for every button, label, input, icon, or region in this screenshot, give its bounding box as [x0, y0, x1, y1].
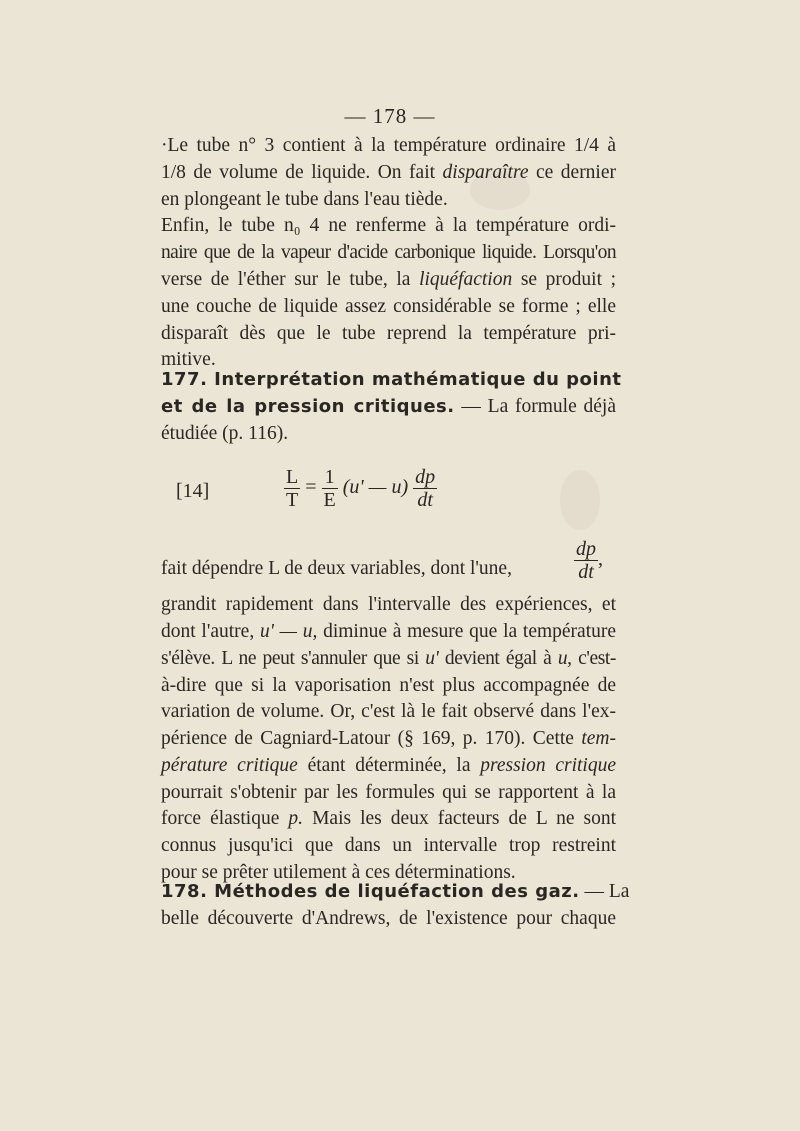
text-line: naire que de la vapeur d'acide carbonique liquide. Lorsqu'on — [161, 242, 616, 263]
text-line: à-dire que si la vaporisation n'est plus accompagnée de — [161, 675, 616, 696]
text-line: pourrait s'obtenir par les formules qui se rapportent à la — [161, 782, 616, 803]
text-line: verse de l'éther sur le tube, la liquéfaction se produit ; — [161, 269, 617, 290]
equals-sign: = — [305, 476, 317, 499]
text-line: force élastique p. Mais les deux facteurs de L ne sont — [161, 808, 617, 829]
fraction-l-over-t: $\frac{L}{T}$ — [286, 466, 299, 511]
paper-stain — [560, 470, 600, 530]
text-line: Enfin, le tube n₀ 4 ne renferme à la température ordi- — [161, 215, 616, 236]
page-number: — 178 — — [344, 104, 436, 128]
text-line: étudiée (p. 116). — [161, 423, 289, 444]
text-line: fait dépendre L de deux variables, dont l'une, — [161, 558, 512, 579]
text-line: en plongeant le tube dans l'eau tiède. — [161, 189, 448, 210]
inline-fraction-dp-dt: $\frac{dp}{dt}$ , — [576, 538, 603, 583]
equation-number: [14] — [176, 480, 210, 502]
text-line: belle découverte d'Andrews, de l'existence pour chaque — [161, 908, 616, 929]
section-heading-177: 177. Interprétation mathématique du point — [161, 369, 622, 390]
text-line: pérature critique étant déterminée, la pression critique — [161, 755, 616, 776]
text-line: ·Le tube n° 3 contient à la température ordinaire 1/4 à — [161, 135, 616, 156]
text-line: variation de volume. Or, c'est là le fait observé dans l'ex- — [161, 701, 616, 722]
fraction-dp-dt: $\frac{dp}{dt}$ — [415, 466, 436, 511]
text-line: mitive. — [161, 349, 216, 370]
text-line: dont l'autre, u' — u, diminue à mesure que la température — [161, 621, 617, 642]
text-line: connus jusqu'ici que dans un intervalle trop restreint — [161, 835, 616, 856]
text-line: périence de Cagniard-Latour (§ 169, p. 170). Cette tem- — [161, 728, 617, 749]
text-line: disparaît dès que le tube reprend la température pri- — [161, 323, 616, 344]
text-line: une couche de liquide assez considérable se forme ; elle — [161, 296, 616, 317]
text-line: pour se prêter utilement à ces déterminations. — [161, 862, 516, 883]
text-line: 1/8 de volume de liquide. On fait disparaître ce dernier — [161, 162, 617, 183]
volume-difference: (u' — u) — [342, 476, 409, 499]
fraction-one-over-e: $\frac{1}{E}$ — [323, 466, 336, 511]
text-line: s'élève. L ne peut s'annuler que si u' devient égal à u, c'est- — [161, 648, 617, 669]
text-line: et de la pression critiques. — La formule déjà — [161, 396, 616, 417]
section-heading-178: 178. Méthodes de liquéfaction des gaz. — La — [161, 881, 630, 902]
text-line: grandit rapidement dans l'intervalle des expériences, et — [161, 594, 616, 615]
equation — [284, 466, 437, 511]
